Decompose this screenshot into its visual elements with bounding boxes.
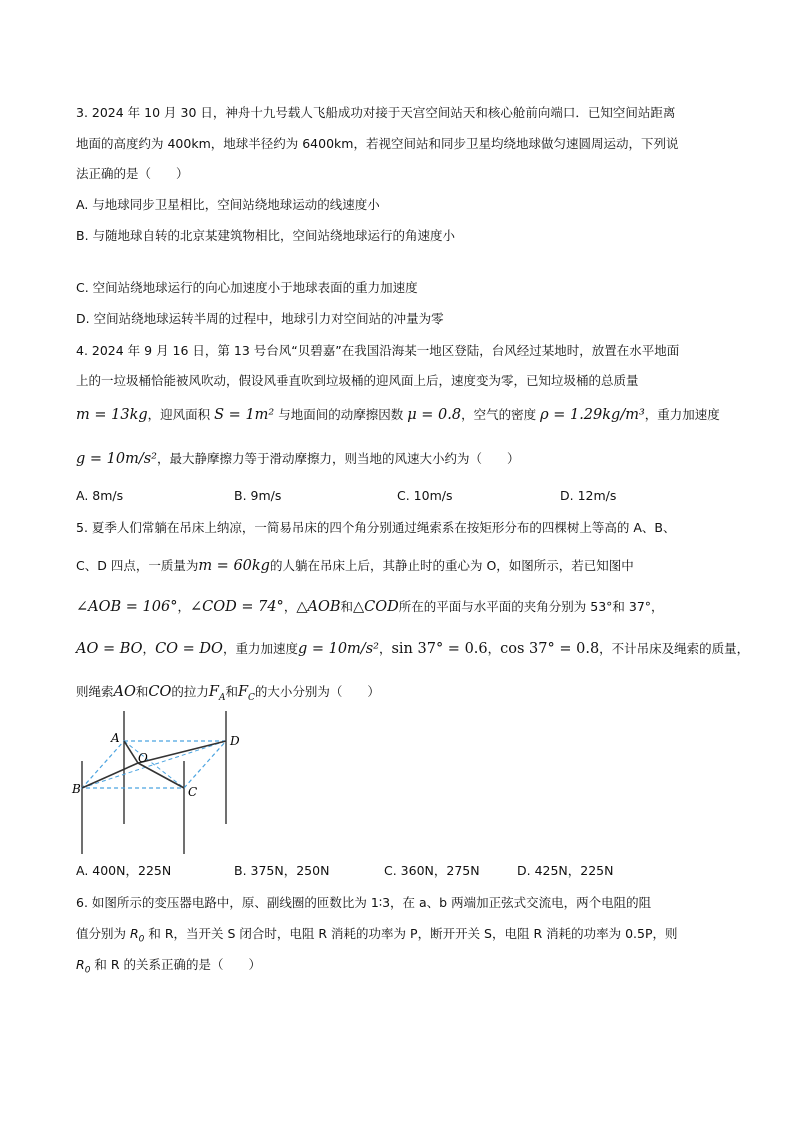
q3-option-b: B. 与随地球自转的北京某建筑物相比，空间站绕地球运行的角速度小 <box>76 228 456 243</box>
q3-option-d: D. 空间站绕地球运转半周的过程中，地球引力对空间站的冲量为零 <box>76 311 444 326</box>
q4-line-2: 上的一垃圾桶恰能被风吹动，假设风垂直吹到垃圾桶的迎风面上后，速度变为零，已知垃圾桶的总质量 <box>76 373 639 388</box>
q4-area: S = 1m² <box>214 407 275 423</box>
q5-mass: m = 60kg <box>198 558 270 574</box>
q4-text: ，迎风面积 <box>147 407 211 422</box>
q5-fc-subscript: C <box>248 692 255 703</box>
q3-line-3: 法正确的是（ ） <box>76 166 189 181</box>
q5-fc <box>237 684 255 703</box>
q4-text: ，最大静摩擦力等于滑动摩擦力，则当地的风速大小约为（ ） <box>157 451 520 466</box>
q5-text: ，不计吊床及绳索的质量， <box>599 641 750 656</box>
q5-option-d: D. 425N，225N <box>517 863 614 878</box>
q6-line-1: 6. 如图所示的变压器电路中，原、副线圈的匝数比为 1∶3，在 a、b 两端加正弦式交流电，两个电阻的阻 <box>76 895 652 910</box>
q5-text: 和 <box>135 684 149 699</box>
q4-text: ，重力加速度 <box>644 407 720 422</box>
label-a: A <box>111 731 120 745</box>
q4-line-3 <box>76 406 720 424</box>
q5-line-3 <box>76 598 664 616</box>
rope-ao <box>124 741 138 763</box>
q4-text: ，空气的密度 <box>461 407 537 422</box>
q5-line-1: 5. 夏季人们常躺在吊床上纳凉，一简易吊床的四个角分别通过绳索系在按矩形分布的四棵树上等高的 A、B、 <box>76 520 676 535</box>
q4-rho: ρ = 1.29kg/m³ <box>540 407 645 423</box>
q5-triangle-cod: △COD <box>353 599 399 615</box>
q5-text: ， <box>487 641 501 656</box>
rope-co <box>138 763 184 788</box>
q5-text: ， <box>283 599 297 614</box>
q5-triangle-aob: △AOB <box>296 599 341 615</box>
q4-option-d: D. 12m/s <box>560 488 617 503</box>
q4-option-a: A. 8m/s <box>76 488 124 503</box>
q5-cos: cos 37° = 0.8 <box>500 641 600 657</box>
q5-co: CO <box>148 684 172 700</box>
q4-mass: m = 13kg <box>76 407 148 423</box>
q6-r0 <box>76 957 91 976</box>
q6-text: 和 R 的关系正确的是（ ） <box>90 957 262 972</box>
q6-text: 和 R，当开关 S 闭合时，电阻 R 消耗的功率为 P，断开开关 S，电阻 R 消耗的功率为 0.5P，则 <box>144 926 678 941</box>
q4-option-b: B. 9m/s <box>234 488 282 503</box>
q4-line-4 <box>76 450 520 468</box>
label-b: B <box>72 782 81 796</box>
q4-mu: μ = 0.8 <box>407 407 462 423</box>
q5-ao-bo: AO = BO <box>76 641 143 657</box>
q6-r0-symbol: R <box>76 957 85 972</box>
q5-text: 则绳索 <box>76 684 114 699</box>
q6-line-2 <box>76 925 678 949</box>
rope-bo <box>82 763 138 788</box>
q5-text: 的拉力 <box>171 684 209 699</box>
q5-fa-symbol: F <box>208 684 219 700</box>
q6-r0-subscript: 0 <box>84 965 91 976</box>
q5-co-do: CO = DO <box>155 641 223 657</box>
q3-option-c: C. 空间站绕地球运行的向心加速度小于地球表面的重力加速度 <box>76 280 418 295</box>
q5-text: ， <box>142 641 156 656</box>
q5-text: 和 <box>340 599 354 614</box>
label-o: O <box>138 751 148 765</box>
q4-line-1: 4. 2024 年 9 月 16 日，第 13 号台风“贝碧嘉”在我国沿海某一地区登陆，台风经过某地时，放置在水平地面 <box>76 343 680 358</box>
q6-r0-symbol: R <box>129 926 139 941</box>
q5-text: ， <box>378 641 392 656</box>
q4-gravity: g = 10m/s² <box>76 451 157 467</box>
q3-option-a: A. 与地球同步卫星相比，空间站绕地球运动的线速度小 <box>76 197 380 212</box>
q5-fa-subscript: A <box>218 692 226 703</box>
q5-ao: AO <box>113 684 136 700</box>
q5-option-a: A. 400N，225N <box>76 863 172 878</box>
q5-text: 所在的平面与水平面的夹角分别为 53°和 37°， <box>398 599 664 614</box>
q5-text: C、D 四点，一质量为 <box>76 558 199 573</box>
q5-text: 的大小分别为（ ） <box>254 684 380 699</box>
q5-text: 的人躺在吊床上后，其静止时的重心为 O，如图所示，若已知图中 <box>269 558 634 573</box>
q5-text: 和 <box>225 684 238 699</box>
q5-text: ，重力加速度 <box>222 641 298 656</box>
q5-sin: sin 37° = 0.6 <box>391 641 488 657</box>
label-c: C <box>188 785 198 799</box>
q4-text: 与地面间的动摩擦因数 <box>278 407 404 422</box>
q6-r0 <box>129 926 145 945</box>
q5-text: ， <box>177 599 190 614</box>
q5-line-2 <box>76 557 634 575</box>
q5-angle-cod: ∠COD = 74° <box>189 599 284 615</box>
hammock-figure <box>70 708 250 856</box>
q3-line-2: 地面的高度约为 400km，地球半径约为 6400km，若视空间站和同步卫星均绕地球做匀速圆周运动，下列说 <box>76 136 679 151</box>
q5-fa <box>208 684 226 703</box>
q3-line-1: 3. 2024 年 10 月 30 日，神舟十九号载人飞船成功对接于天宫空间站天和核心舱前向端口．已知空间站距离 <box>76 105 676 120</box>
q6-line-3 <box>76 956 261 980</box>
q6-r0-subscript: 0 <box>138 934 145 945</box>
q4-option-c: C. 10m/s <box>397 488 453 503</box>
label-d: D <box>230 734 240 748</box>
rope-do <box>138 741 226 763</box>
q5-gravity: g = 10m/s² <box>297 641 379 657</box>
q5-option-c: C. 360N，275N <box>384 863 480 878</box>
q6-text: 值分别为 <box>76 926 130 941</box>
q5-angle-aob: ∠AOB = 106° <box>76 599 178 615</box>
q5-fc-symbol: F <box>237 684 249 700</box>
q5-line-4 <box>76 640 749 658</box>
q5-line-5 <box>76 683 380 707</box>
q5-option-b: B. 375N，250N <box>234 863 330 878</box>
